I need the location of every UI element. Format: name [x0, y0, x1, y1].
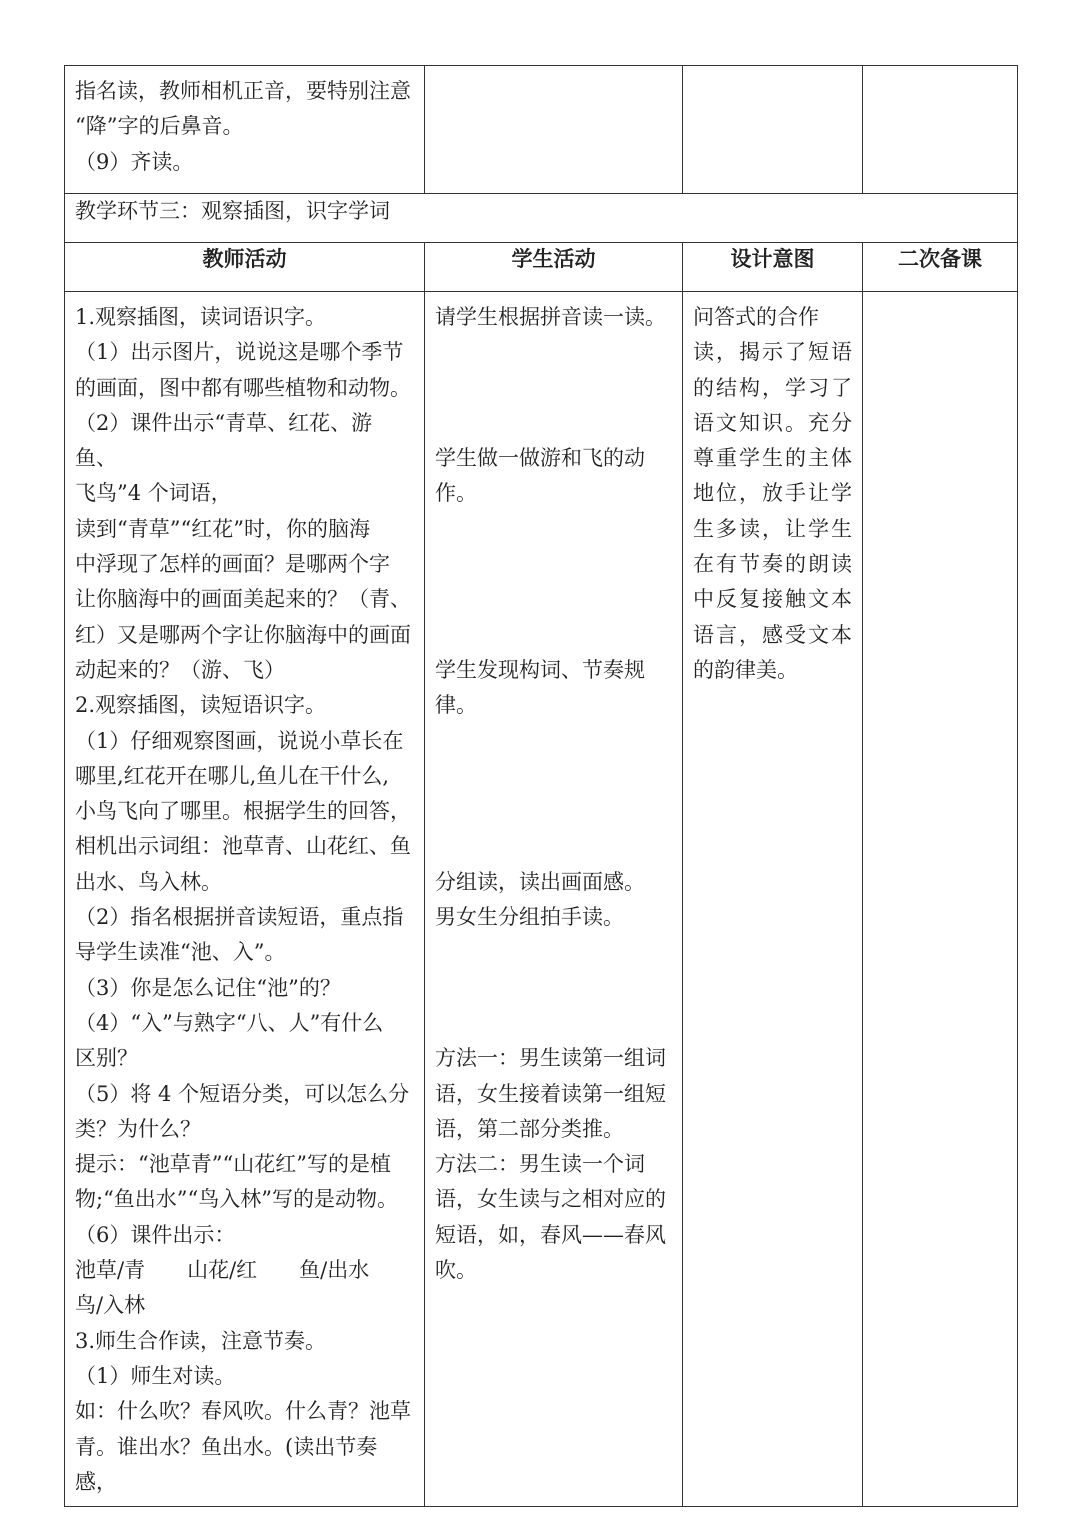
text-line — [435, 829, 672, 864]
header-teacher: 教师活动 — [65, 243, 425, 292]
design-intent-cell — [683, 292, 863, 1507]
lesson-plan-table — [64, 65, 1018, 1507]
text-line: （5）将 4 个短语分类，可以怎么分 — [75, 1081, 410, 1106]
text-line — [435, 759, 672, 794]
text-line: 物;“鱼出水”“鸟入林”写的是动物。 — [75, 1187, 399, 1212]
text-line: 学生做一做游和飞的动 — [435, 446, 645, 471]
header-second: 二次备课 — [863, 243, 1018, 292]
text-line — [435, 618, 672, 653]
second-prep-cell — [863, 292, 1018, 1507]
text-line: 动起来的？（游、飞） — [75, 657, 285, 682]
section-row — [65, 194, 1018, 243]
text-line: 问答式的合作 — [693, 305, 819, 329]
text-line: 律。 — [435, 693, 477, 718]
text-line: 红）又是哪两个字让你脑海中的画面 — [75, 622, 411, 647]
text-line: 提示：“池草青”“山花红”写的是植 — [75, 1152, 391, 1177]
text-line: 中反复接触文本 — [693, 587, 852, 612]
text-line: 方法一：男生读第一组词 — [435, 1046, 666, 1071]
text-line: 方法二：男生读一个词 — [435, 1152, 645, 1177]
text-line: 读到“青草”“红花”时，你的脑海 — [75, 516, 370, 541]
text-line: （4）“入”与熟字“八、人”有什么 — [75, 1010, 384, 1035]
text-line: 小鸟飞向了哪里。根据学生的回答， — [75, 799, 411, 824]
text-line: 的韵律美。 — [693, 657, 798, 682]
text-line: 生多读，让学生 — [693, 516, 852, 541]
text-line: 语文知识。充分 — [693, 410, 852, 435]
text-line: （3）你是怎么记住“池”的？ — [75, 975, 341, 1000]
text-line: 飞鸟”4 个词语， — [75, 481, 232, 506]
teacher-activity-text — [65, 292, 424, 1506]
text-line: 区别？ — [75, 1046, 138, 1071]
text-line — [435, 971, 672, 1006]
text-line: 让你脑海中的画面美起来的？（青、 — [75, 587, 411, 612]
text-line: 哪里,红花开在哪儿,鱼儿在干什么, — [75, 763, 390, 788]
text-line: （1）师生对读。 — [75, 1363, 236, 1388]
text-line: 语言，感受文本 — [693, 622, 852, 647]
text-line: 的结构，学习了 — [693, 375, 852, 400]
text-line: 语，女生接着读第一组短 — [435, 1081, 666, 1106]
text-line: 导学生读准“池、入”。 — [75, 940, 286, 965]
text-line: 地位，放手让学 — [693, 481, 852, 506]
header-row — [65, 243, 1018, 292]
section-title: 教学环节三：观察插图，识字学词 — [75, 199, 390, 223]
header-design: 设计意图 — [683, 243, 863, 292]
header-student: 学生活动 — [425, 243, 683, 292]
text-line — [435, 582, 672, 617]
teacher-activity-cell — [65, 292, 425, 1507]
text-line: 男女生分组拍手读。 — [435, 905, 624, 930]
student-activity-text — [425, 292, 682, 1294]
text-line — [435, 512, 672, 547]
text-line: 学生发现构词、节奏规 — [435, 657, 645, 682]
text-line — [435, 935, 672, 970]
text-line — [435, 371, 672, 406]
text-line: 类？为什么？ — [75, 1116, 201, 1141]
continued-student-cell — [425, 66, 683, 194]
continued-teacher-text — [65, 66, 424, 186]
text-line: 鸟/入林 — [75, 1293, 146, 1318]
text-line: 在有节奏的朗读 — [693, 552, 852, 577]
text-line — [435, 794, 672, 829]
text-line: （2）指名根据拼音读短语，重点指 — [75, 905, 404, 930]
text-line: 请学生根据拼音读一读。 — [435, 305, 666, 329]
text-line: 指名读，教师相机正音，要特别注意 — [75, 79, 411, 103]
text-line: 相机出示词组：池草青、山花红、鱼 — [75, 834, 411, 859]
text-line — [435, 547, 672, 582]
text-line — [435, 1006, 672, 1041]
text-line: （9）齐读。 — [75, 149, 194, 174]
text-line: （1）仔细观察图画，说说小草长在 — [75, 728, 404, 753]
text-line: （1）出示图片，说说这是哪个季节 — [75, 340, 404, 365]
text-line: 的画面，图中都有哪些植物和动物。 — [75, 375, 411, 400]
text-line: 读，揭示了短语 — [693, 340, 852, 365]
text-line: （6）课件出示： — [75, 1222, 236, 1247]
text-line: 吹。 — [435, 1258, 477, 1283]
text-line: 语，女生读与之相对应的 — [435, 1187, 666, 1212]
continued-teacher-cell — [65, 66, 425, 194]
text-line: 池草/青 山花/红 鱼/出水 — [75, 1258, 370, 1283]
text-line: “降”字的后鼻音。 — [75, 114, 244, 139]
text-line: 作。 — [435, 481, 477, 506]
continued-second-cell — [863, 66, 1018, 194]
section-cell — [65, 194, 1018, 243]
text-line: 分组读，读出画面感。 — [435, 869, 645, 894]
text-line: （2）课件出示“青草、红花、游鱼、 — [75, 410, 373, 471]
text-line: 3.师生合作读，注意节奏。 — [75, 1328, 327, 1353]
text-line: 1.观察插图，读词语识字。 — [75, 305, 327, 329]
text-line: 2.观察插图，读短语识字。 — [75, 693, 327, 718]
student-activity-cell — [425, 292, 683, 1507]
content-row — [65, 292, 1018, 1507]
text-line: 出水、鸟入林。 — [75, 869, 222, 894]
text-line — [435, 406, 672, 441]
design-intent-text — [683, 292, 862, 694]
text-line — [435, 335, 672, 370]
text-line: 语，第二部分类推。 — [435, 1116, 624, 1141]
continued-design-cell — [683, 66, 863, 194]
text-line: 如：什么吹？春风吹。什么青？池草 — [75, 1399, 411, 1424]
text-line: 中浮现了怎样的画面？是哪两个字 — [75, 552, 390, 577]
text-line: 青。谁出水？鱼出水。(读出节奏感， — [75, 1434, 378, 1494]
text-line: 短语，如，春风——春风 — [435, 1222, 666, 1247]
text-line: 尊重学生的主体 — [693, 446, 852, 471]
continued-row — [65, 66, 1018, 194]
text-line — [435, 724, 672, 759]
